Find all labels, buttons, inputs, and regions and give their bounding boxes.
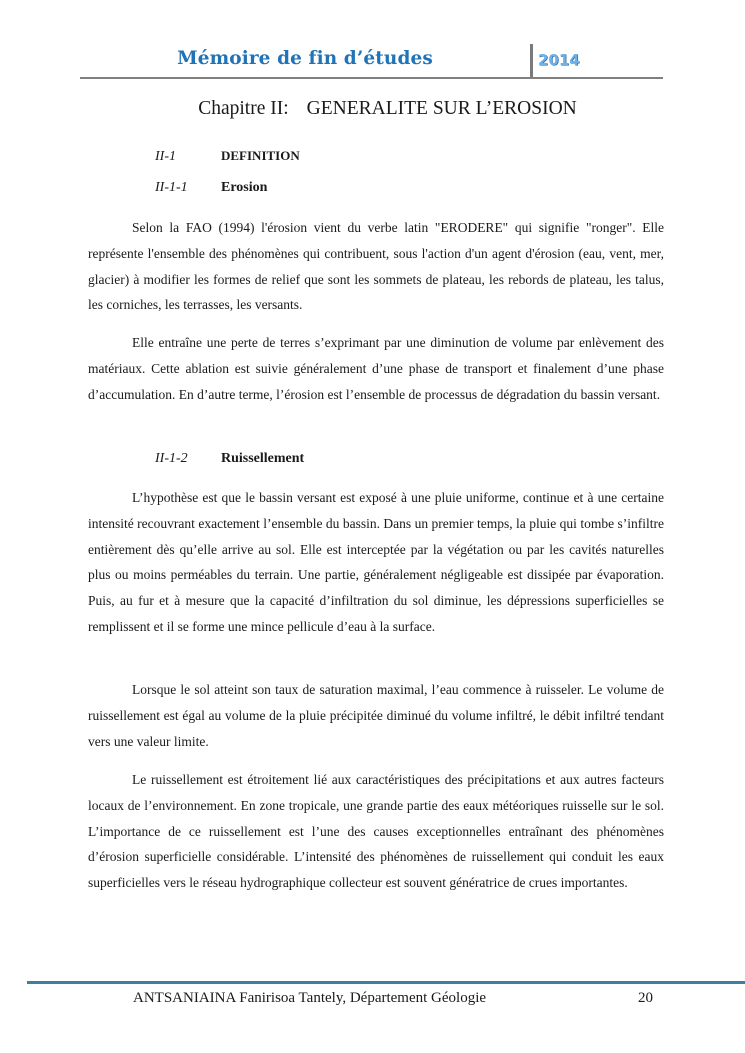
- section-heading-ruissellement: [155, 451, 304, 467]
- header-rule: [80, 77, 663, 79]
- paragraph: Selon la FAO (1994) l'érosion vient du verbe latin "ERODERE" qui signifie "ronger". Elle représente l'ensemble des phénomènes qui contribuent, sous l'action d'un agent d'érosion (eau, vent, mer, glacier) à modifier les formes de relief que sont les sommets de plateau, les rebords de plateau, les talus, les corniches, les terrasses, les versants.: [88, 220, 664, 313]
- chapter-title: [0, 98, 745, 120]
- footer-author: ANTSANIAINA Fanirisoa Tantely, Département Géologie: [133, 990, 487, 1006]
- paragraph: L’hypothèse est que le bassin versant est exposé à une pluie uniforme, continue et à une certaine intensité recouvrant exactement l’ensemble du bassin. Dans un premier temps, la pluie qui tombe s’infiltre entièrement dès qu’elle arrive au sol. Elle est interceptée par la végétation ou par les cavités naturelles plus ou moins perméables du terrain. Une partie, généralement négligeable est dissipée par évaporation. Puis, au fur et à mesure que la capacité d’infiltration du sol diminue, les dépressions superficielles se remplissent et il se forme une mince pellicule d’eau à la surface.: [88, 490, 664, 634]
- header-separator: [530, 44, 533, 78]
- paragraph: Lorsque le sol atteint son taux de saturation maximal, l’eau commence à ruisseler. Le volume de ruissellement est égal au volume de la pluie précipitée diminué du volume infiltré, le débit infiltré tendant vers une valeur limite.: [88, 682, 664, 749]
- section-title: DEFINITION: [221, 148, 300, 163]
- page-number: 20: [638, 990, 653, 1006]
- paragraph: Elle entraîne une perte de terres s’exprimant par une diminution de volume par enlèvement des matériaux. Cette ablation est suivie généralement d’une phase de transport et finalement d’une phase d’accumulation. En d’autre terme, l’érosion est l’ensemble de processus de dégradation du bassin versant.: [88, 335, 664, 402]
- page-header: [80, 40, 663, 78]
- section-heading-definition: [155, 148, 300, 165]
- section-heading-erosion: [155, 180, 267, 196]
- chapter-name: GENERALITE SUR L’EROSION: [306, 98, 577, 119]
- header-year: 2014: [538, 51, 580, 69]
- section-title: Erosion: [221, 180, 268, 195]
- paragraph: Le ruissellement est étroitement lié aux caractéristiques des précipitations et aux autres facteurs locaux de l’environnement. En zone tropicale, une grande partie des eaux météoriques ruisselle sur le sol. L’importance de ce ruissellement est l’une des causes exceptionnelles entraînant des phénomènes d’érosion superficielle considérable. L’intensité des phénomènes de ruissellement qui conduit les eaux superficielles vers le réseau hydrographique collecteur est souvent génératrice de crues importantes.: [88, 772, 664, 891]
- section-title: Ruissellement: [221, 451, 305, 466]
- section-number: II-1: [155, 149, 176, 164]
- footer-rule: [27, 981, 745, 984]
- section-number: II-1-2: [155, 451, 188, 466]
- section-number: II-1-1: [155, 180, 188, 195]
- header-title: Mémoire de fin d’études: [177, 48, 433, 69]
- chapter-label: Chapitre II:: [198, 98, 289, 119]
